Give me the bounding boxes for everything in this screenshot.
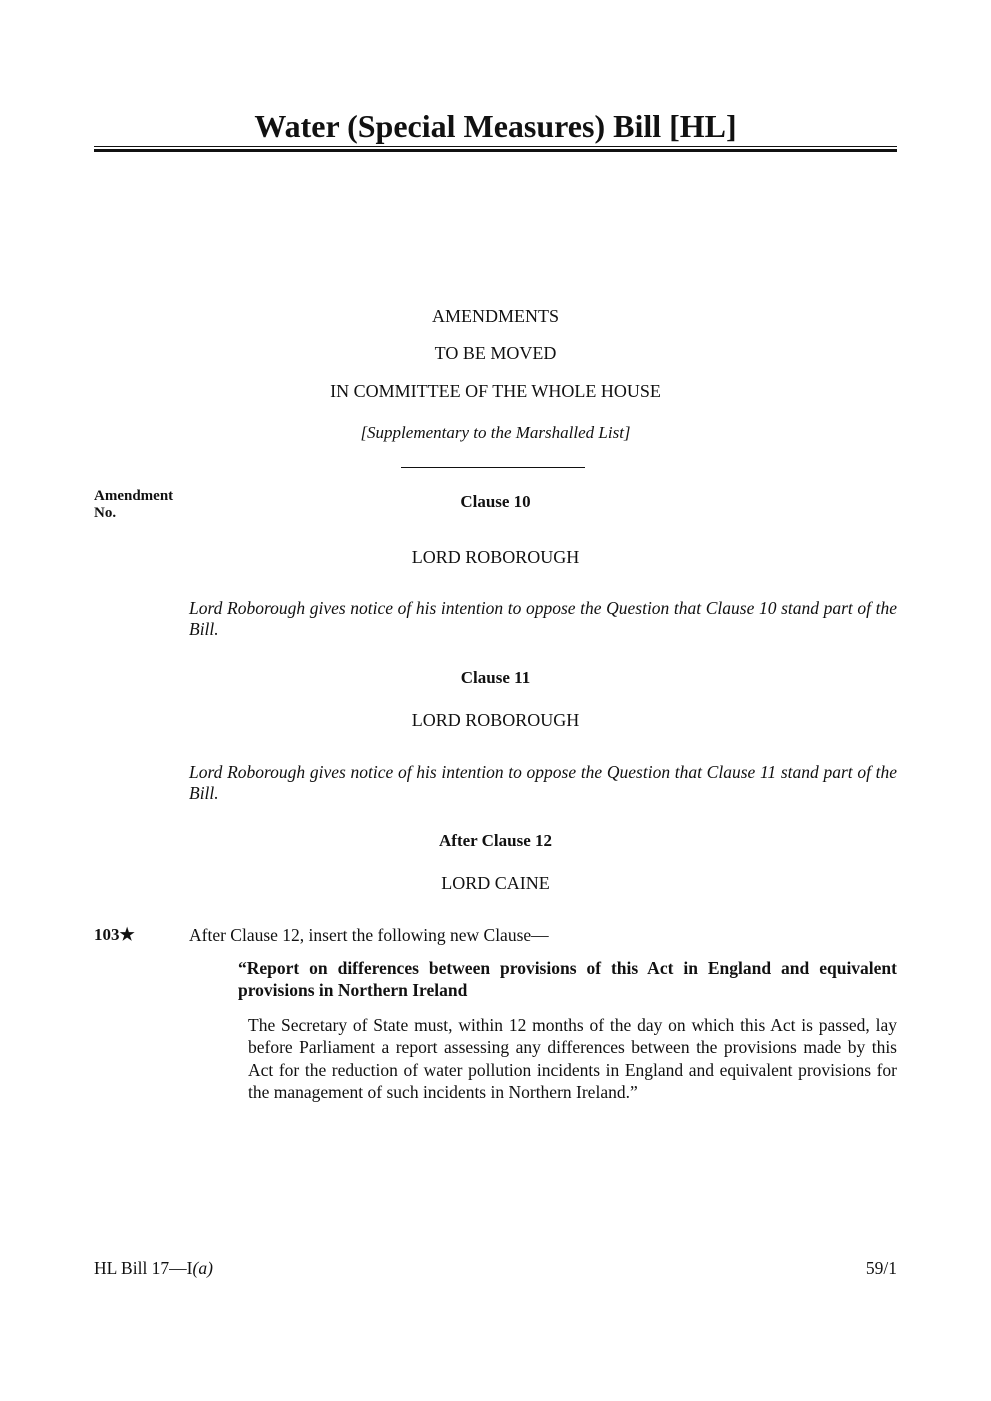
no-label: No.: [94, 505, 117, 521]
title-rule-thin: [94, 146, 897, 147]
amendment-label: Amendment: [94, 488, 174, 504]
new-clause-text: The Secretary of State must, within 12 months of the day on which this Act is passed, lay before Parliament a report assessing any differences between the provisions made by this Act for the reduction of water pollution incidents in England and equivalent provisions for the management of such incidents in Northern Ireland.”: [248, 1015, 897, 1102]
bill-title: Water (Special Measures) Bill [HL]: [254, 108, 737, 144]
member-name: LORD ROBOROUGH: [411, 547, 580, 567]
bill-ref: HL Bill 17—I: [94, 1258, 193, 1278]
supplementary-note: [Supplementary to the Marshalled List]: [360, 423, 631, 442]
new-clause-title: “Report on differences between provisions of this Act in England and equivalent provisions in Northern Ireland: [238, 958, 897, 1000]
notice-text: Lord Roborough gives notice of his intention to oppose the Question that Clause 11 stand part of the Bill.: [189, 762, 897, 803]
section-divider: [401, 467, 585, 468]
notice-text: Lord Roborough gives notice of his intention to oppose the Question that Clause 10 stand part of the Bill.: [189, 598, 897, 639]
amendment-number: 103★: [94, 925, 135, 944]
clause-heading: Clause 11: [460, 668, 531, 687]
heading-committee: IN COMMITTEE OF THE WHOLE HOUSE: [330, 381, 661, 401]
bill-reference: [94, 1257, 213, 1279]
clause-heading: Clause 10: [460, 492, 531, 511]
heading-to-be-moved: TO BE MOVED: [434, 343, 557, 363]
member-name: LORD CAINE: [441, 873, 550, 893]
member-name: LORD ROBOROUGH: [411, 710, 580, 730]
page-number: 59/1: [865, 1258, 897, 1278]
clause-heading: After Clause 12: [439, 831, 552, 850]
amendment-instruction: After Clause 12, insert the following new Clause—: [189, 925, 549, 945]
bill-ref-suffix: (a): [192, 1258, 213, 1278]
heading-amendments: AMENDMENTS: [431, 306, 559, 326]
title-rule-thick: [94, 149, 897, 152]
